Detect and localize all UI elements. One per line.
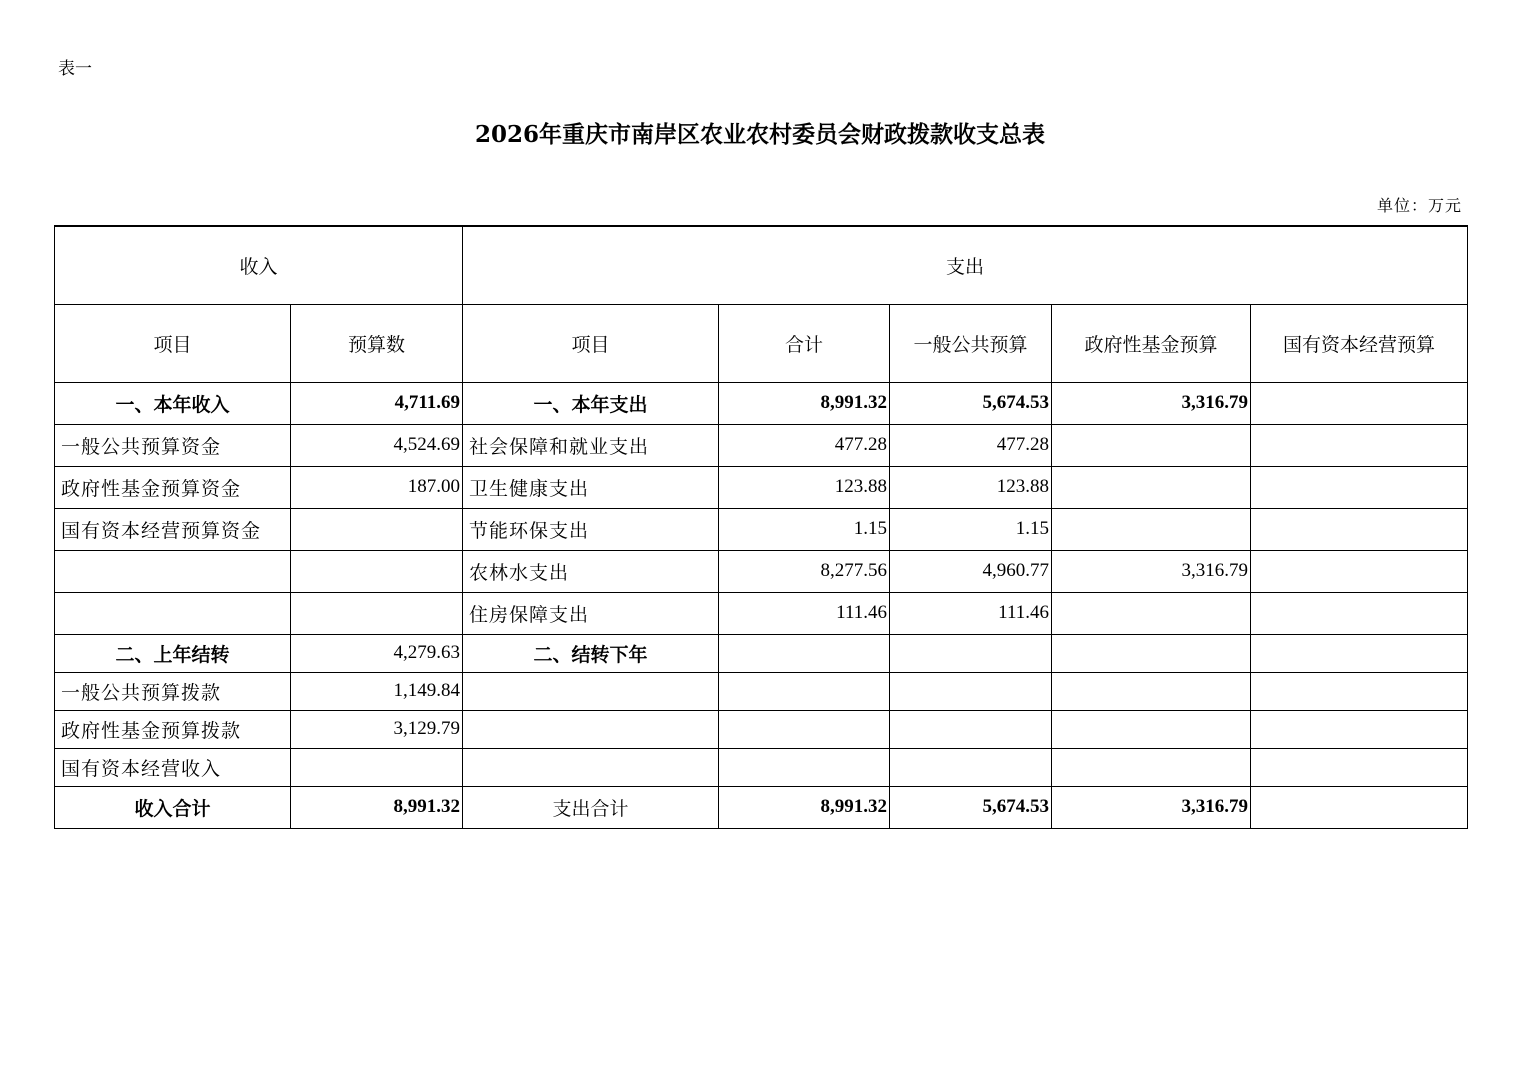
income-amount-cell: 4,711.69: [291, 382, 463, 424]
table-row: [55, 592, 1468, 634]
state-capital-total-cell: [1251, 786, 1468, 828]
income-amount-cell: 1,149.84: [291, 672, 463, 710]
general-budget-total-cell: 5,674.53: [890, 786, 1052, 828]
total-cell: [719, 672, 890, 710]
total-cell: 477.28: [719, 424, 890, 466]
general-budget-cell: 5,674.53: [890, 382, 1052, 424]
income-total-label: 收入合计: [55, 786, 291, 828]
income-item-header: 项目: [55, 304, 291, 382]
gov-fund-cell: 3,316.79: [1052, 550, 1251, 592]
expense-item-cell: 社会保障和就业支出: [463, 424, 719, 466]
general-budget-cell: [890, 634, 1052, 672]
income-item-cell: 二、上年结转: [55, 634, 291, 672]
income-amount-cell: [291, 748, 463, 786]
general-budget-cell: 123.88: [890, 466, 1052, 508]
table-row: [55, 508, 1468, 550]
state-capital-cell: [1251, 672, 1468, 710]
expense-item-cell: 二、结转下年: [463, 634, 719, 672]
general-budget-header: 一般公共预算: [890, 304, 1052, 382]
general-budget-cell: 477.28: [890, 424, 1052, 466]
gov-fund-cell: [1052, 672, 1251, 710]
gov-fund-cell: [1052, 508, 1251, 550]
gov-fund-cell: [1052, 748, 1251, 786]
income-item-cell: 政府性基金预算资金: [55, 466, 291, 508]
state-capital-cell: [1251, 424, 1468, 466]
expense-item-header: 项目: [463, 304, 719, 382]
income-amount-cell: 187.00: [291, 466, 463, 508]
state-capital-cell: [1251, 748, 1468, 786]
expense-item-cell: 卫生健康支出: [463, 466, 719, 508]
expense-item-cell: [463, 672, 719, 710]
table-row: [55, 672, 1468, 710]
total-header: 合计: [719, 304, 890, 382]
income-item-cell: 一、本年收入: [55, 382, 291, 424]
gov-fund-cell: [1052, 710, 1251, 748]
general-budget-cell: [890, 748, 1052, 786]
state-capital-cell: [1251, 710, 1468, 748]
total-cell: 1.15: [719, 508, 890, 550]
general-budget-cell: 4,960.77: [890, 550, 1052, 592]
table-row: [55, 382, 1468, 424]
total-cell: 111.46: [719, 592, 890, 634]
table-row: [55, 466, 1468, 508]
income-amount-cell: 4,524.69: [291, 424, 463, 466]
gov-fund-cell: [1052, 424, 1251, 466]
budget-table: [54, 225, 1468, 829]
gov-fund-cell: [1052, 634, 1251, 672]
income-item-cell: 国有资本经营收入: [55, 748, 291, 786]
table-row: [55, 550, 1468, 592]
expense-item-cell: 一、本年支出: [463, 382, 719, 424]
state-capital-budget-header: 国有资本经营预算: [1251, 304, 1468, 382]
table-row: [55, 634, 1468, 672]
page-title: 2026年重庆市南岸区农业农村委员会财政拨款收支总表: [474, 121, 1045, 148]
table-total-row: [55, 786, 1468, 828]
general-budget-cell: 1.15: [890, 508, 1052, 550]
income-amount-cell: [291, 508, 463, 550]
state-capital-cell: [1251, 508, 1468, 550]
income-item-cell: [55, 550, 291, 592]
gov-fund-cell: 3,316.79: [1052, 382, 1251, 424]
income-amount-cell: 3,129.79: [291, 710, 463, 748]
gov-fund-cell: [1052, 592, 1251, 634]
general-budget-cell: [890, 710, 1052, 748]
total-cell: 8,277.56: [719, 550, 890, 592]
income-amount-cell: [291, 592, 463, 634]
expense-item-cell: 住房保障支出: [463, 592, 719, 634]
total-cell: [719, 748, 890, 786]
total-cell: 123.88: [719, 466, 890, 508]
income-item-cell: 一般公共预算拨款: [55, 672, 291, 710]
state-capital-cell: [1251, 592, 1468, 634]
table-row: [55, 748, 1468, 786]
total-cell: [719, 634, 890, 672]
total-cell: [719, 710, 890, 748]
total-cell: 8,991.32: [719, 382, 890, 424]
state-capital-cell: [1251, 382, 1468, 424]
gov-fund-total-cell: 3,316.79: [1052, 786, 1251, 828]
expense-item-cell: [463, 710, 719, 748]
state-capital-cell: [1251, 634, 1468, 672]
state-capital-cell: [1251, 466, 1468, 508]
income-amount-cell: [291, 550, 463, 592]
gov-fund-cell: [1052, 466, 1251, 508]
header-row-columns: [55, 304, 1468, 382]
income-header: 收入: [55, 226, 463, 304]
gov-fund-budget-header: 政府性基金预算: [1052, 304, 1251, 382]
state-capital-cell: [1251, 550, 1468, 592]
table-row: [55, 710, 1468, 748]
general-budget-cell: 111.46: [890, 592, 1052, 634]
income-item-cell: 一般公共预算资金: [55, 424, 291, 466]
unit-label: 单位：万元: [1376, 196, 1462, 215]
expense-total-label: 支出合计: [463, 786, 719, 828]
expense-total-cell: 8,991.32: [719, 786, 890, 828]
income-total-amount: 8,991.32: [291, 786, 463, 828]
expense-item-cell: [463, 748, 719, 786]
table-row: [55, 424, 1468, 466]
header-row-top: [55, 226, 1468, 304]
income-item-cell: 国有资本经营预算资金: [55, 508, 291, 550]
expense-item-cell: 农林水支出: [463, 550, 719, 592]
expense-item-cell: 节能环保支出: [463, 508, 719, 550]
document-label: 表一: [58, 59, 92, 79]
income-item-cell: [55, 592, 291, 634]
income-item-cell: 政府性基金预算拨款: [55, 710, 291, 748]
general-budget-cell: [890, 672, 1052, 710]
budget-amount-header: 预算数: [291, 304, 463, 382]
income-amount-cell: 4,279.63: [291, 634, 463, 672]
expense-header: 支出: [463, 226, 1468, 304]
